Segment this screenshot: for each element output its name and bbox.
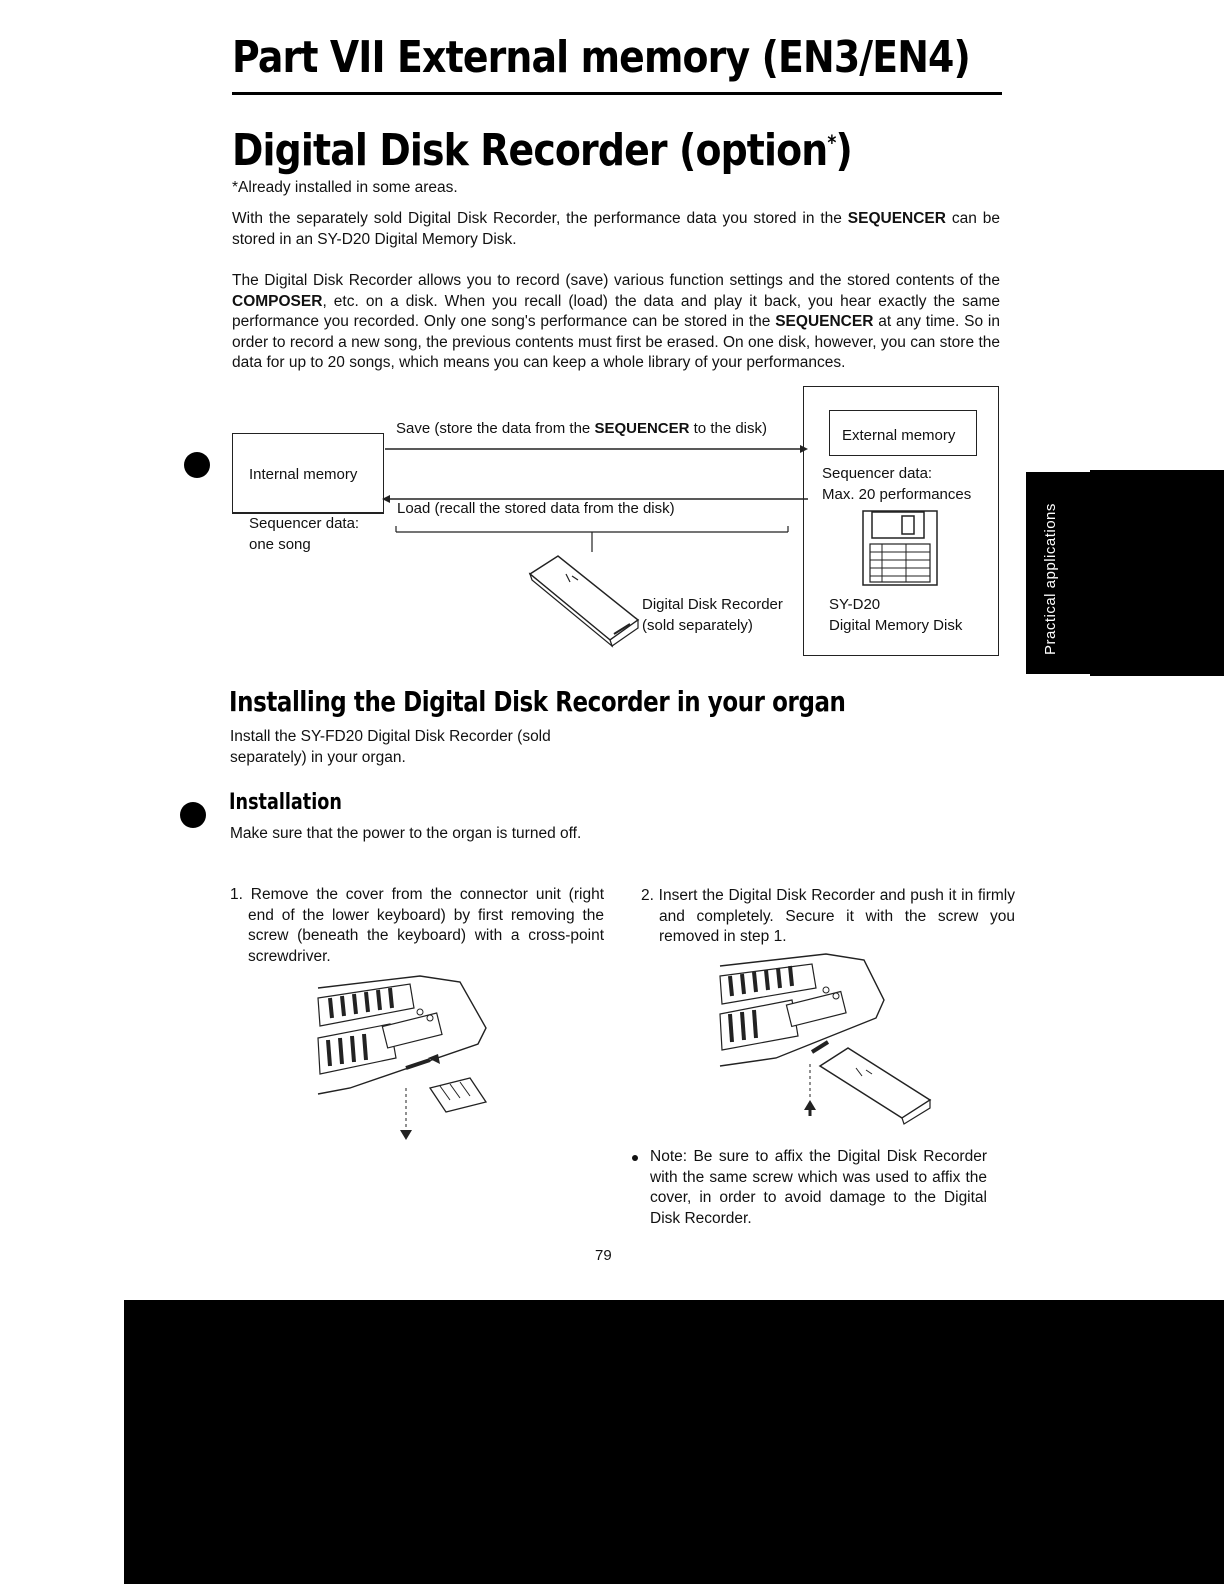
internal-data-line2: one song: [249, 536, 311, 553]
step-2: 2. Insert the Digital Disk Recorder and push it in firmly and completely. Secure it with the screw you removed in step 1.: [641, 887, 1015, 945]
side-tab-label: Practical applications: [1042, 503, 1059, 655]
external-memory-label: External memory: [842, 427, 956, 444]
page-edge-bottom: [1090, 676, 1224, 1300]
section-title: Digital Disk Recorder (option*): [232, 125, 852, 176]
internal-memory-label: Internal memory: [249, 466, 358, 483]
disk-recorder-icon: [526, 548, 646, 648]
page-edge-top: [1090, 0, 1224, 470]
disk-label-line1: SY-D20: [829, 596, 881, 613]
external-data-line2: Max. 20 performances: [822, 486, 972, 503]
part-title: Part VII External memory (EN3/EN4): [232, 32, 970, 83]
paragraph-1: With the separately sold Digital Disk Recorder, the performance data you stored in the SEQUENCER can be stored in an SY-D20 Digital Memory Disk.: [232, 210, 1000, 248]
floppy-disk-icon: [862, 510, 938, 586]
internal-data-line1: Sequencer data:: [249, 515, 360, 532]
transfer-arrows: [380, 440, 810, 560]
installation-subtitle: Installation: [229, 790, 342, 815]
scan-margin-left: [0, 0, 124, 1584]
recorder-label-line1: Digital Disk Recorder: [642, 596, 783, 613]
install-title: Installing the Digital Disk Recorder in your organ: [229, 685, 846, 718]
disk-label-line2: Digital Memory Disk: [829, 617, 963, 634]
note-text: Note: Be sure to affix the Digital Disk Recorder with the same screw which was used to affix the cover, in order to avoid damage to the Digital Disk Recorder.: [650, 1148, 987, 1227]
install-intro: Install the SY-FD20 Digital Disk Recorder (sold separately) in your organ.: [230, 728, 551, 766]
page-number: 79: [595, 1247, 612, 1264]
remove-cover-illustration: [310, 968, 500, 1148]
header-rule: [232, 92, 1002, 95]
note-bullet-icon: [632, 1155, 638, 1161]
bullet-marker-icon: [184, 452, 210, 478]
external-data-line1: Sequencer data:: [822, 465, 933, 482]
recorder-label-line2: (sold separately): [642, 617, 753, 634]
load-label: Load (recall the stored data from the disk): [397, 500, 675, 517]
power-off-instruction: Make sure that the power to the organ is turned off.: [230, 825, 582, 842]
internal-box-underline: [232, 512, 384, 514]
paragraph-2: The Digital Disk Recorder allows you to record (save) various function settings and the stored contents of the COMPOSER, etc. on a disk. When you recall (load) the data and play it back, you hear exactly the same performance you recorded. Only one song's performance can be stored in the SEQUENCER at any time. So in order to record a new song, the previous contents must first be erased. On one disk, however, you can store the data for up to 20 songs, which means you can keep a whole library of your performances.: [232, 272, 1000, 371]
bullet-marker-icon: [180, 802, 206, 828]
side-tab: [1026, 472, 1092, 674]
step-1: 1. Remove the cover from the connector unit (right end of the lower keyboard) by first removing the screw (beneath the keyboard) with a cross-point screwdriver.: [230, 886, 604, 965]
save-label: Save (store the data from the SEQUENCER to the disk): [396, 420, 768, 437]
load-arrow-head: [382, 495, 390, 503]
footnote: *Already installed in some areas.: [232, 179, 458, 196]
insert-recorder-illustration: [716, 948, 936, 1128]
